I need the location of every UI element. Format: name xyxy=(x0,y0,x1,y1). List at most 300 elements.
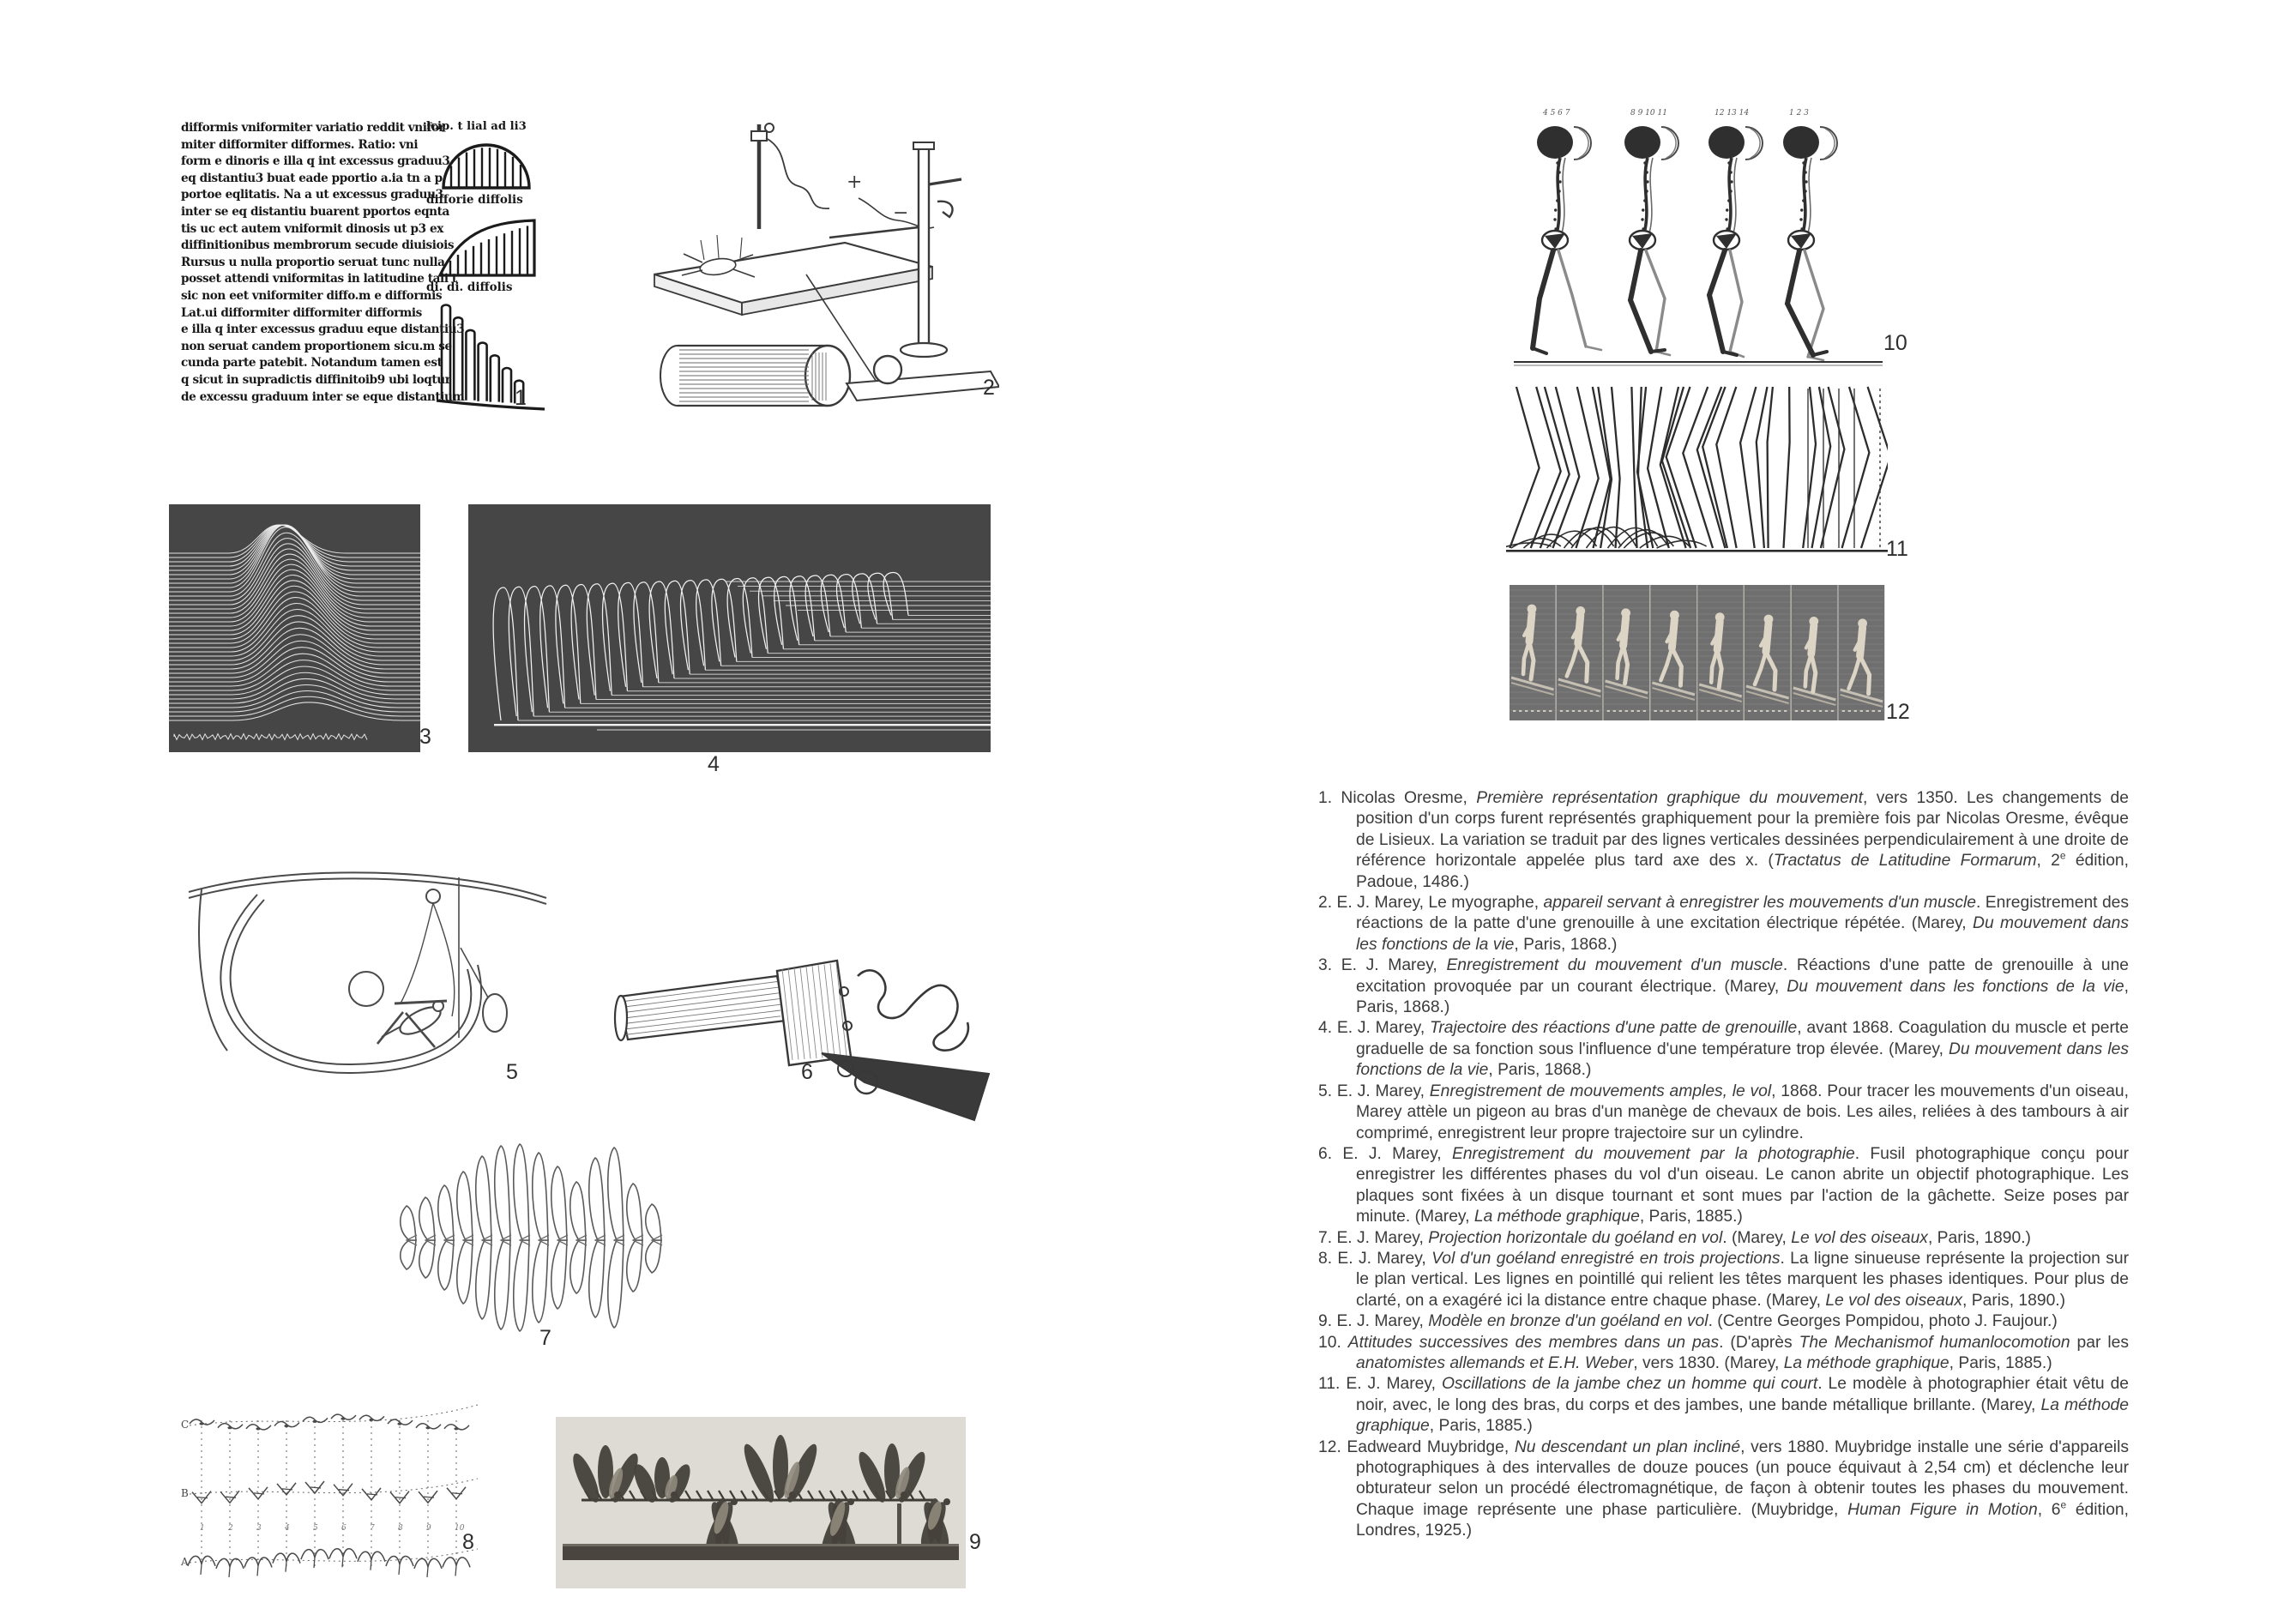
figure-label-3: 3 xyxy=(419,725,431,749)
caption-number: 9. xyxy=(1318,1312,1337,1331)
caption-item xyxy=(1318,1249,2129,1311)
leg-bones xyxy=(1558,250,1586,346)
skull xyxy=(1708,126,1745,159)
leg-trace xyxy=(1666,387,1696,548)
spine xyxy=(1644,158,1648,233)
ruler-tick xyxy=(1625,710,1628,712)
caption-number: 3. xyxy=(1318,956,1341,975)
ruler-tick xyxy=(1531,710,1534,712)
caption-text: , Paris, 1890.) xyxy=(1927,1228,2031,1247)
caption-text: , vers 1350. Les changements de position d'un corps furent représentés graphiquement pour la première fois par Nicolas Oresme, évêque de Lisieux. La variation se traduit par des lignes verticales dessinées perpendiculairement à une droite de référence horizontale appelée plus tard axe des x. ( xyxy=(1356,789,2129,871)
vertebra xyxy=(1556,199,1558,202)
ruler-tick xyxy=(1513,710,1516,712)
spine xyxy=(1557,158,1560,233)
fig12-art xyxy=(1510,585,1885,720)
wing-silhouette xyxy=(419,1240,435,1278)
figure-label-2: 2 xyxy=(983,376,995,400)
vertebra xyxy=(1642,208,1644,211)
line-shape xyxy=(399,1564,400,1575)
figure-gull-projection xyxy=(390,1139,682,1341)
caption-text: anatomistes allemands et E.H. Weber xyxy=(1356,1353,1634,1372)
leg-trace xyxy=(1812,387,1831,548)
path-shape xyxy=(199,889,227,1051)
oresme-steps-diagram xyxy=(425,298,553,411)
trajectory-dotted xyxy=(190,1405,478,1425)
ruler-tick xyxy=(1684,710,1686,712)
path-shape xyxy=(660,346,678,406)
caption-number: 8. xyxy=(1318,1249,1338,1268)
path-shape xyxy=(1649,158,1653,233)
vertebra xyxy=(1553,218,1556,220)
caption-text: E. J. Marey, xyxy=(1336,1019,1430,1038)
manuscript-line: eq distantiu3 buat eade pportio a.ia tn a p xyxy=(181,171,443,185)
vertebra xyxy=(1800,208,1803,211)
caption-number: 7. xyxy=(1318,1228,1337,1247)
caption-text: Première représentation graphique du mouvement xyxy=(1476,789,1863,807)
caption-text: . (Centre Georges Pompidou, photo J. Faujour.) xyxy=(1708,1312,2058,1331)
path-shape xyxy=(454,317,462,400)
manuscript-diagram-label-2: di. di. diffolis xyxy=(426,280,513,294)
manuscript-line: miter difformiter difformes. Ratio: vni xyxy=(181,137,419,152)
leg-trace xyxy=(1612,387,1620,548)
frame-separator xyxy=(1744,585,1745,720)
figure-label-5: 5 xyxy=(506,1060,518,1084)
ruler-tick xyxy=(1854,710,1857,712)
ruler-tick xyxy=(1819,710,1822,712)
ruler-tick xyxy=(1831,710,1834,712)
caption-text: Nicolas Oresme, xyxy=(1341,789,1477,807)
ruler-tick xyxy=(1560,710,1563,712)
column-number: 3 xyxy=(256,1524,262,1533)
caption-text: Du mouvement dans les fonctions de la vie xyxy=(1356,914,2129,954)
barrel xyxy=(619,976,786,1039)
ruler-tick xyxy=(1519,710,1522,712)
leg-trace xyxy=(1768,387,1773,548)
figure-oresme-manuscript xyxy=(167,118,555,417)
column-number: 8 xyxy=(398,1524,403,1533)
frame-number-label: 4 5 6 7 xyxy=(1543,109,1570,118)
manuscript-text-column xyxy=(181,120,465,406)
caption-text: Enregistrement du mouvement d'un muscle xyxy=(1446,956,1783,975)
wing-silhouette xyxy=(457,1240,473,1304)
wing-silhouette xyxy=(589,1158,605,1240)
caption-text: , vers 1830. (Marey, xyxy=(1633,1353,1784,1372)
manuscript-diagram-column xyxy=(425,118,555,411)
bird-head xyxy=(731,1498,738,1505)
frame-separator xyxy=(1696,585,1697,720)
manuscript-line: inter se eq distantiu buarent pportos eqnta xyxy=(181,204,449,219)
figure-label-8: 8 xyxy=(462,1530,474,1554)
caption-item xyxy=(1318,788,2129,893)
manuscript-line: difformis vniformiter variatio reddit vnifor xyxy=(181,121,445,135)
manuscript-line: q sicut in supradictis diffinitoib9 ubi loqtur xyxy=(181,372,451,387)
line-shape xyxy=(314,1558,315,1568)
column-number: 6 xyxy=(341,1524,347,1533)
ellipse-shape xyxy=(901,343,947,357)
thread xyxy=(401,903,433,1003)
wing-silhouette xyxy=(589,1240,605,1317)
wing-silhouette xyxy=(627,1240,642,1292)
ruler-tick xyxy=(1672,710,1674,712)
column-number: 9 xyxy=(426,1524,431,1533)
figure-photographic-gun xyxy=(607,952,997,1124)
frame-separator xyxy=(1837,585,1838,720)
row-label: C xyxy=(181,1419,190,1431)
ruler-tick xyxy=(1631,710,1634,712)
caption-number: 5. xyxy=(1318,1082,1337,1100)
ruler-tick xyxy=(1784,710,1787,712)
rect-shape xyxy=(913,142,934,149)
ruler-tick xyxy=(1748,710,1751,712)
ruler-tick xyxy=(1666,710,1668,712)
manuscript-line: non seruat candem proportionem sicu.m se xyxy=(181,339,452,353)
leg-trace xyxy=(1553,387,1580,548)
rect-shape xyxy=(556,1417,966,1588)
caption-item xyxy=(1318,1374,2129,1437)
wing-silhouette xyxy=(646,1240,661,1273)
leg-bones xyxy=(1533,348,1546,353)
pulley xyxy=(426,889,440,903)
vertebra xyxy=(1726,208,1728,211)
ellipse-shape xyxy=(199,1422,203,1425)
rect-shape xyxy=(751,131,767,141)
vertebra xyxy=(1799,218,1802,220)
caption-item xyxy=(1318,1311,2129,1332)
wing-silhouette xyxy=(533,1240,548,1323)
vertebra xyxy=(1646,180,1648,183)
ring xyxy=(349,972,383,1006)
caption-item xyxy=(1318,893,2129,955)
ruler-tick xyxy=(1654,710,1656,712)
row-label: A xyxy=(181,1556,189,1568)
spine xyxy=(1803,158,1806,233)
leg-bones xyxy=(1646,250,1665,352)
caption-text: , Paris, 1868.) xyxy=(1514,935,1618,954)
leg-trace xyxy=(1842,387,1870,548)
vertebra xyxy=(1727,199,1730,202)
arm xyxy=(829,227,919,238)
trajectory-dotted xyxy=(190,1479,478,1494)
caption-text: Vol d'un goéland enregistré en trois projections xyxy=(1431,1249,1781,1268)
path-shape xyxy=(442,305,450,400)
caption-text: , 2 xyxy=(2036,852,2060,871)
wing-silhouette xyxy=(476,1240,491,1319)
caption-text: Projection horizontale du goéland en vol xyxy=(1428,1228,1723,1247)
ellipse-shape xyxy=(425,1426,430,1429)
path-shape xyxy=(189,878,546,904)
caption-text: Trajectoire des réactions d'une patte de grenouille xyxy=(1429,1019,1798,1038)
plus-annotation: + xyxy=(847,172,863,193)
caption-text: Human Figure in Motion xyxy=(1847,1500,2038,1519)
caption-number: 1. xyxy=(1318,789,1341,807)
wing-silhouette xyxy=(514,1144,529,1240)
caption-text: E. J. Marey, xyxy=(1342,1144,1452,1163)
frame-number-label: 1 2 3 xyxy=(1789,109,1809,118)
bird-head xyxy=(901,1491,907,1498)
bird-head xyxy=(614,1491,621,1498)
caption-text: Oscillations de la jambe chez un homme qui court xyxy=(1441,1375,1818,1394)
vertebra xyxy=(1802,199,1805,202)
caption-text: e xyxy=(2060,1498,2067,1511)
vertebra xyxy=(1805,180,1807,183)
caption-text: . La ligne sinueuse représente la projection sur le plan vertical. Les lignes en pointillé qui relient les têtes marquent les phases identiques. Pour plus de clarté, on a exagéré ici la distance entre chaque phase. (Marey, xyxy=(1356,1249,2130,1310)
wing-silhouette xyxy=(608,1240,624,1328)
ellipse-shape xyxy=(369,1419,373,1421)
vertebra xyxy=(1645,190,1648,192)
rect-shape xyxy=(563,1544,959,1546)
leg-trace xyxy=(1576,387,1599,548)
caption-text: Modèle en bronze d'un goéland en vol xyxy=(1428,1312,1708,1331)
caption-item xyxy=(1318,1228,2129,1249)
caption-text: édition, Padoue, 1486.) xyxy=(1356,852,2129,891)
column-number: 1 xyxy=(200,1524,205,1533)
leg-trace xyxy=(1648,387,1669,548)
figure-muscle-traces xyxy=(169,504,420,752)
thread xyxy=(433,903,455,1016)
ruler-tick xyxy=(1772,710,1775,712)
caption-number: 2. xyxy=(1318,894,1337,913)
leg-trace xyxy=(1702,387,1727,548)
baseline xyxy=(1506,550,1888,552)
ruler-tick xyxy=(1813,710,1816,712)
vertebra xyxy=(1645,171,1648,173)
wing-silhouette xyxy=(419,1197,435,1240)
caption-text: Eadweard Muybridge, xyxy=(1347,1437,1515,1456)
caption-text: La méthode graphique xyxy=(1473,1208,1640,1226)
caption-text: , Paris, 1890.) xyxy=(1962,1291,2066,1310)
caption-text: , Paris, 1868.) xyxy=(1488,1061,1592,1080)
line-shape xyxy=(427,1567,428,1577)
leg-trace xyxy=(1740,387,1756,548)
counterweight xyxy=(483,994,507,1032)
caption-text: appareil servant à enregistrer les mouvements d'un muscle xyxy=(1543,894,1977,913)
vertebra xyxy=(1725,218,1727,220)
column-number: 2 xyxy=(228,1524,233,1533)
ruler-tick xyxy=(1596,710,1599,712)
path-shape xyxy=(503,368,511,403)
manuscript-line: de excessu graduum inter se eque distantium xyxy=(181,389,465,404)
caption-text: , Paris, 1868.) xyxy=(1356,977,2129,1017)
caption-text: . Enregistrement des réactions de la patte d'une grenouille à une excitation électrique répétée. (Marey, xyxy=(1356,894,2130,933)
muzzle xyxy=(615,996,627,1040)
path-shape xyxy=(466,330,474,401)
bird-head xyxy=(789,1491,796,1498)
caption-text: . (Marey, xyxy=(1722,1228,1792,1247)
caption-text: , vers 1880. Muybridge installe une série d'appareils photographiques à des intervalles de douze pouces (un pouce équivaut à 2,54 cm) et déclenche leur obturateur selon un procédé électromagnétique, de façon à obtenir toutes les phases du mouvement. Chaque image représente une phase particulière. (Muybridge, xyxy=(1356,1437,2129,1519)
caption-number: 10. xyxy=(1318,1333,1348,1352)
ruler-tick xyxy=(1778,710,1781,712)
path-shape xyxy=(479,343,487,401)
caption-text: Du mouvement dans les fonctions de la vie xyxy=(1356,1039,2129,1080)
photo-frame xyxy=(1557,585,1603,720)
figure-label-7: 7 xyxy=(539,1326,551,1350)
ruler-tick xyxy=(1607,710,1610,712)
caption-text: , avant 1868. Coagulation du muscle et perte graduelle de sa fonction sous l'influence d'une température trop élevée. (Marey, xyxy=(1356,1019,2130,1058)
ruler-tick xyxy=(1549,710,1552,712)
caption-text: , 1868. Pour tracer les mouvements d'un oiseau, Marey attèle un pigeon au bras d'un manège de chevaux de bois. Les ailes, reliées à des tambours à air comprimé, enregistrent leur propre trajectoire sur un cylindre. xyxy=(1356,1082,2130,1142)
caption-text: Le vol des oiseaux xyxy=(1791,1228,1928,1247)
skull xyxy=(1537,126,1573,159)
ruler-tick xyxy=(1572,710,1575,712)
fig11-art xyxy=(1506,382,1888,563)
caption-text: E. J. Marey, xyxy=(1346,1375,1442,1394)
caption-text: . (D'après xyxy=(1719,1333,1799,1352)
ruler-tick xyxy=(1766,710,1769,712)
vertebra xyxy=(1729,171,1732,173)
frame-number-label: 8 9 10 11 xyxy=(1630,109,1667,118)
ruler-tick xyxy=(1848,710,1851,712)
wing-silhouette xyxy=(570,1182,586,1240)
caption-text: . Réactions d'une patte de grenouille à une excitation provoquée par un courant électrique. (Marey, xyxy=(1356,956,2130,996)
ruler-tick xyxy=(1860,710,1863,712)
caption-text: E. J. Marey, xyxy=(1341,956,1447,975)
manuscript-line: tis uc ect autem vniformit dinosis ut p3 ex xyxy=(181,221,443,236)
path-shape xyxy=(491,355,499,401)
wing-silhouette xyxy=(495,1146,510,1240)
baseline-trace xyxy=(494,724,991,726)
wing-silhouette xyxy=(533,1153,548,1240)
wing-silhouette xyxy=(401,1206,416,1240)
figure-label-6: 6 xyxy=(801,1060,813,1084)
caption-text: , 6 xyxy=(2037,1500,2061,1519)
leg-bones xyxy=(1586,346,1601,350)
outer-loop xyxy=(220,895,481,1073)
wing-silhouette xyxy=(551,1166,567,1240)
caption-text: Tractatus de Latitudine Formarum xyxy=(1773,852,2037,871)
caption-text: La méthode graphique xyxy=(1356,1395,2129,1436)
path-shape xyxy=(937,202,953,217)
minus-annotation: − xyxy=(893,202,909,224)
leg-trace xyxy=(1531,387,1561,548)
bird-head xyxy=(943,1498,950,1505)
vertebra xyxy=(1730,180,1733,183)
figure-myographe-engraving xyxy=(630,99,999,412)
caption-text: , Paris, 1885.) xyxy=(1949,1353,2052,1372)
caption-text: The Mechanismof humanlocomotion xyxy=(1799,1333,2070,1352)
oresme-semicircle-diagram xyxy=(425,138,553,191)
caption-text: . Le modèle à photographier était vêtu de noir, avec, le long des bras, du corps et des jambes, une bande métallique brillante. (Marey, xyxy=(1356,1375,2130,1414)
caption-text: Nu descendant un plan incliné xyxy=(1514,1437,1741,1456)
caption-text: édition, Londres, 1925.) xyxy=(1356,1500,2129,1540)
bird-head xyxy=(671,1491,678,1498)
vertebra xyxy=(1556,161,1558,164)
caption-text: Du mouvement dans les fonctions de la vie xyxy=(1787,977,2124,996)
ruler-tick xyxy=(1660,710,1662,712)
vertebra xyxy=(1727,161,1730,164)
caption-text: , Paris, 1885.) xyxy=(1429,1417,1533,1436)
ruler-tick xyxy=(1678,710,1680,712)
wing-silhouette xyxy=(401,1240,416,1269)
ruler-tick xyxy=(1701,710,1703,712)
leg-bones xyxy=(1651,350,1665,352)
column-number: 10 xyxy=(455,1524,465,1533)
base-plank xyxy=(563,1546,959,1560)
figure-walking-skeletons xyxy=(1514,103,1883,369)
line-shape xyxy=(201,1564,202,1575)
ellipse-shape xyxy=(227,1426,232,1429)
manuscript-line: Rursus u nulla proportio seruat tunc nulla xyxy=(181,255,445,269)
leg-trace xyxy=(1662,387,1690,548)
caption-number: 11. xyxy=(1318,1375,1347,1394)
line-shape xyxy=(229,1567,230,1577)
manuscript-diagram-label-1: difforie diffolis xyxy=(426,193,523,207)
figure-pigeon-carousel xyxy=(176,845,553,1089)
frame-separator xyxy=(1556,585,1557,720)
fig3-art xyxy=(169,504,420,752)
caption-text: par les xyxy=(2070,1333,2129,1352)
wing-silhouette xyxy=(457,1172,473,1240)
caption-item xyxy=(1318,1333,2129,1375)
ruler-tick xyxy=(1643,710,1646,712)
fig8-art xyxy=(176,1383,485,1584)
ruler-tick xyxy=(1713,710,1715,712)
manuscript-line: sic non eet vniformiter diffo.m e difformis xyxy=(181,288,443,303)
ruler-tick xyxy=(1760,710,1763,712)
vertebra xyxy=(1558,171,1560,173)
caption-text: E. J. Marey, xyxy=(1336,1228,1429,1247)
leg-bones xyxy=(1808,357,1823,360)
ellipse-shape xyxy=(397,1423,401,1425)
vertebra xyxy=(1641,218,1643,220)
ruler-tick xyxy=(1637,710,1640,712)
path-shape xyxy=(1733,158,1737,233)
ruler-tick xyxy=(1719,710,1721,712)
vertebra xyxy=(1554,208,1557,211)
path-shape xyxy=(1808,158,1811,233)
bird-head xyxy=(847,1498,854,1505)
caption-item xyxy=(1318,1018,2129,1081)
frame-separator xyxy=(1649,585,1650,720)
figure-muybridge-strip xyxy=(1510,585,1885,720)
figure-label-10: 10 xyxy=(1883,331,1907,355)
wing-silhouette xyxy=(570,1240,586,1293)
leg-trace xyxy=(1757,387,1768,548)
spine xyxy=(1728,158,1732,233)
caption-text: E. J. Marey, xyxy=(1337,1249,1432,1268)
top-bar xyxy=(189,872,546,898)
vertebra xyxy=(1804,190,1806,192)
column-number: 5 xyxy=(313,1524,318,1533)
caption-text: Enregistrement de mouvements amples, le vol xyxy=(1429,1082,1772,1100)
caption-text: Enregistrement du mouvement par la photographie xyxy=(1451,1144,1855,1163)
pin xyxy=(701,240,704,260)
caption-item xyxy=(1318,1082,2129,1144)
ruler-tick xyxy=(1613,710,1616,712)
caption-text: Le vol des oiseaux xyxy=(1825,1291,1963,1310)
ruler-tick xyxy=(1737,710,1739,712)
caption-text: E. J. Marey, xyxy=(1336,1082,1430,1100)
leg-bones xyxy=(1630,250,1651,352)
caption-number: 6. xyxy=(1318,1144,1343,1163)
caption-text: , Paris, 1885.) xyxy=(1639,1208,1743,1226)
ruler-tick xyxy=(1537,710,1540,712)
manuscript-line: diffinitionibus membrorum secude diuisiois xyxy=(181,238,455,253)
ellipse-shape xyxy=(454,1427,458,1430)
frame-number-label: 12 13 14 xyxy=(1714,109,1750,118)
ruler-tick xyxy=(1878,710,1881,712)
oresme-quartercircle-diagram xyxy=(425,210,553,279)
ruler-tick xyxy=(1584,710,1587,712)
fig9-art xyxy=(556,1417,966,1588)
line-shape xyxy=(461,948,488,997)
ruler-tick xyxy=(1725,710,1727,712)
gun-stock xyxy=(822,1053,989,1120)
ruler-tick xyxy=(1731,710,1733,712)
leg-trace xyxy=(1784,387,1790,548)
ellipse-shape xyxy=(256,1427,260,1430)
leg-trace xyxy=(1540,387,1570,548)
line-shape xyxy=(684,254,702,262)
